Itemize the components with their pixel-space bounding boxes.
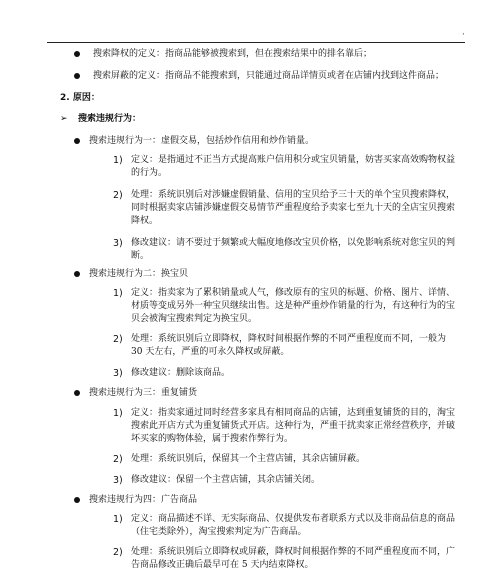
violation-3-item-1-line-2: 搜索此开店方式为重复铺货式开店。这种行为，严重干扰卖家正常经营秩序，并破 [131, 421, 456, 431]
violation-2-item-2-line-2: 30 天左右，严重的可永久降权或屏蔽。 [131, 347, 290, 357]
violation-1-item-1-line-1: 定义：是指通过不正当方式提高账户信用积分或宝贝销量，妨害买家高效购物权益 [131, 155, 456, 165]
violation-1-item-3-line-2: 断。 [131, 251, 150, 261]
header-mark: · [462, 30, 465, 40]
subsection-title: 搜索违规行为： [78, 114, 142, 124]
arrow-bullet-icon: ➢ [60, 114, 68, 124]
header-rule [47, 42, 465, 43]
violation-2-item-3-line-1: 修改建议：删除该商品。 [131, 368, 231, 378]
violation-4-item-2-line-1: 处理：系统识别后立即降权或屏蔽，降权时间根据作弊的不同严重程度而不同，广 [131, 547, 456, 557]
bullet-icon [74, 497, 80, 503]
violation-2-title: 搜索违规行为二：换宝贝 [89, 269, 189, 279]
bullet-icon [74, 138, 80, 144]
violation-3-title: 搜索违规行为三：重复铺货 [89, 388, 198, 398]
item-number: 3) [113, 475, 123, 486]
item-number: 2) [113, 547, 123, 558]
violation-4-item-1-line-2: （住宅类除外），淘宝搜索判定为广告商品。 [131, 527, 307, 537]
violation-2-item-1-line-1: 定义：指卖家为了累积销量或人气，修改原有的宝贝的标题、价格、图片、详情、 [131, 288, 456, 298]
violation-1-item-3-line-1: 修改建议：请不要过于频繁或大幅度地修改宝贝价格，以免影响系统对您宝贝的判 [131, 238, 456, 248]
item-number: 1) [113, 408, 123, 419]
violation-3-item-1-line-3: 坏买家的购物体验，属于搜索作弊行为。 [131, 434, 294, 444]
violation-1-item-2-line-3: 降权。 [131, 216, 159, 226]
section-title: 2. 原因： [60, 93, 100, 103]
violation-1-title: 搜索违规行为一：虚假交易，包括炒作信用和炒作销量。 [89, 136, 315, 146]
violation-1-item-1-line-2: 的行为。 [131, 168, 168, 178]
bullet-icon [74, 51, 80, 57]
violation-2-item-1-line-3: 贝会被淘宝搜索判定为换宝贝。 [131, 314, 258, 324]
violation-4-item-2-line-2: 告商品修改正确后最早可在 5 天内结束降权。 [131, 560, 314, 570]
violation-1-item-2-line-1: 处理：系统识别后对涉嫌虚假销量、信用的宝贝给予三十天的单个宝贝搜索降权， [131, 190, 456, 200]
violation-3-item-3-line-1: 修改建议：保留一个主营店铺，其余店铺关闭。 [131, 475, 321, 485]
item-number: 2) [113, 190, 123, 201]
item-number: 3) [113, 238, 123, 249]
violation-2-item-1-line-2: 材质等变成另外一种宝贝继续出售。这是种严重炒作销量的行为，有这种行为的宝 [131, 301, 456, 311]
violation-4-item-1-line-1: 定义：商品描述不详、无实际商品、仅提供发布者联系方式以及非商品信息的商品 [131, 514, 456, 524]
item-number: 2) [113, 334, 123, 345]
intro-bullet-1: 搜索降权的定义：指商品能够被搜索到，但在搜索结果中的排名靠后； [93, 49, 373, 59]
violation-2-item-2-line-1: 处理：系统识别后立即降权，降权时间根据作弊的不同严重程度而不同，一般为 [131, 334, 447, 344]
item-number: 1) [113, 288, 123, 299]
violation-1-item-2-line-2: 同时根据卖家店铺涉嫌虚假交易情节严重程度给予卖家七至九十天的全店宝贝搜索 [131, 203, 456, 213]
item-number: 2) [113, 454, 123, 465]
bullet-icon [74, 271, 80, 277]
violation-3-item-1-line-1: 定义：指卖家通过同时经营多家具有相同商品的店铺，达到重复铺货的目的，淘宝 [131, 408, 456, 418]
bullet-icon [74, 390, 80, 396]
violation-3-item-2-line-1: 处理：系统识别后，保留其一个主营店铺，其余店铺屏蔽。 [131, 454, 366, 464]
violation-4-title: 搜索违规行为四：广告商品 [89, 495, 198, 505]
item-number: 1) [113, 155, 123, 166]
item-number: 1) [113, 514, 123, 525]
item-number: 3) [113, 368, 123, 379]
intro-bullet-2: 搜索屏蔽的定义：指商品不能搜索到，只能通过商品详情页或者在店铺内找到这件商品； [93, 71, 445, 81]
bullet-icon [74, 73, 80, 79]
